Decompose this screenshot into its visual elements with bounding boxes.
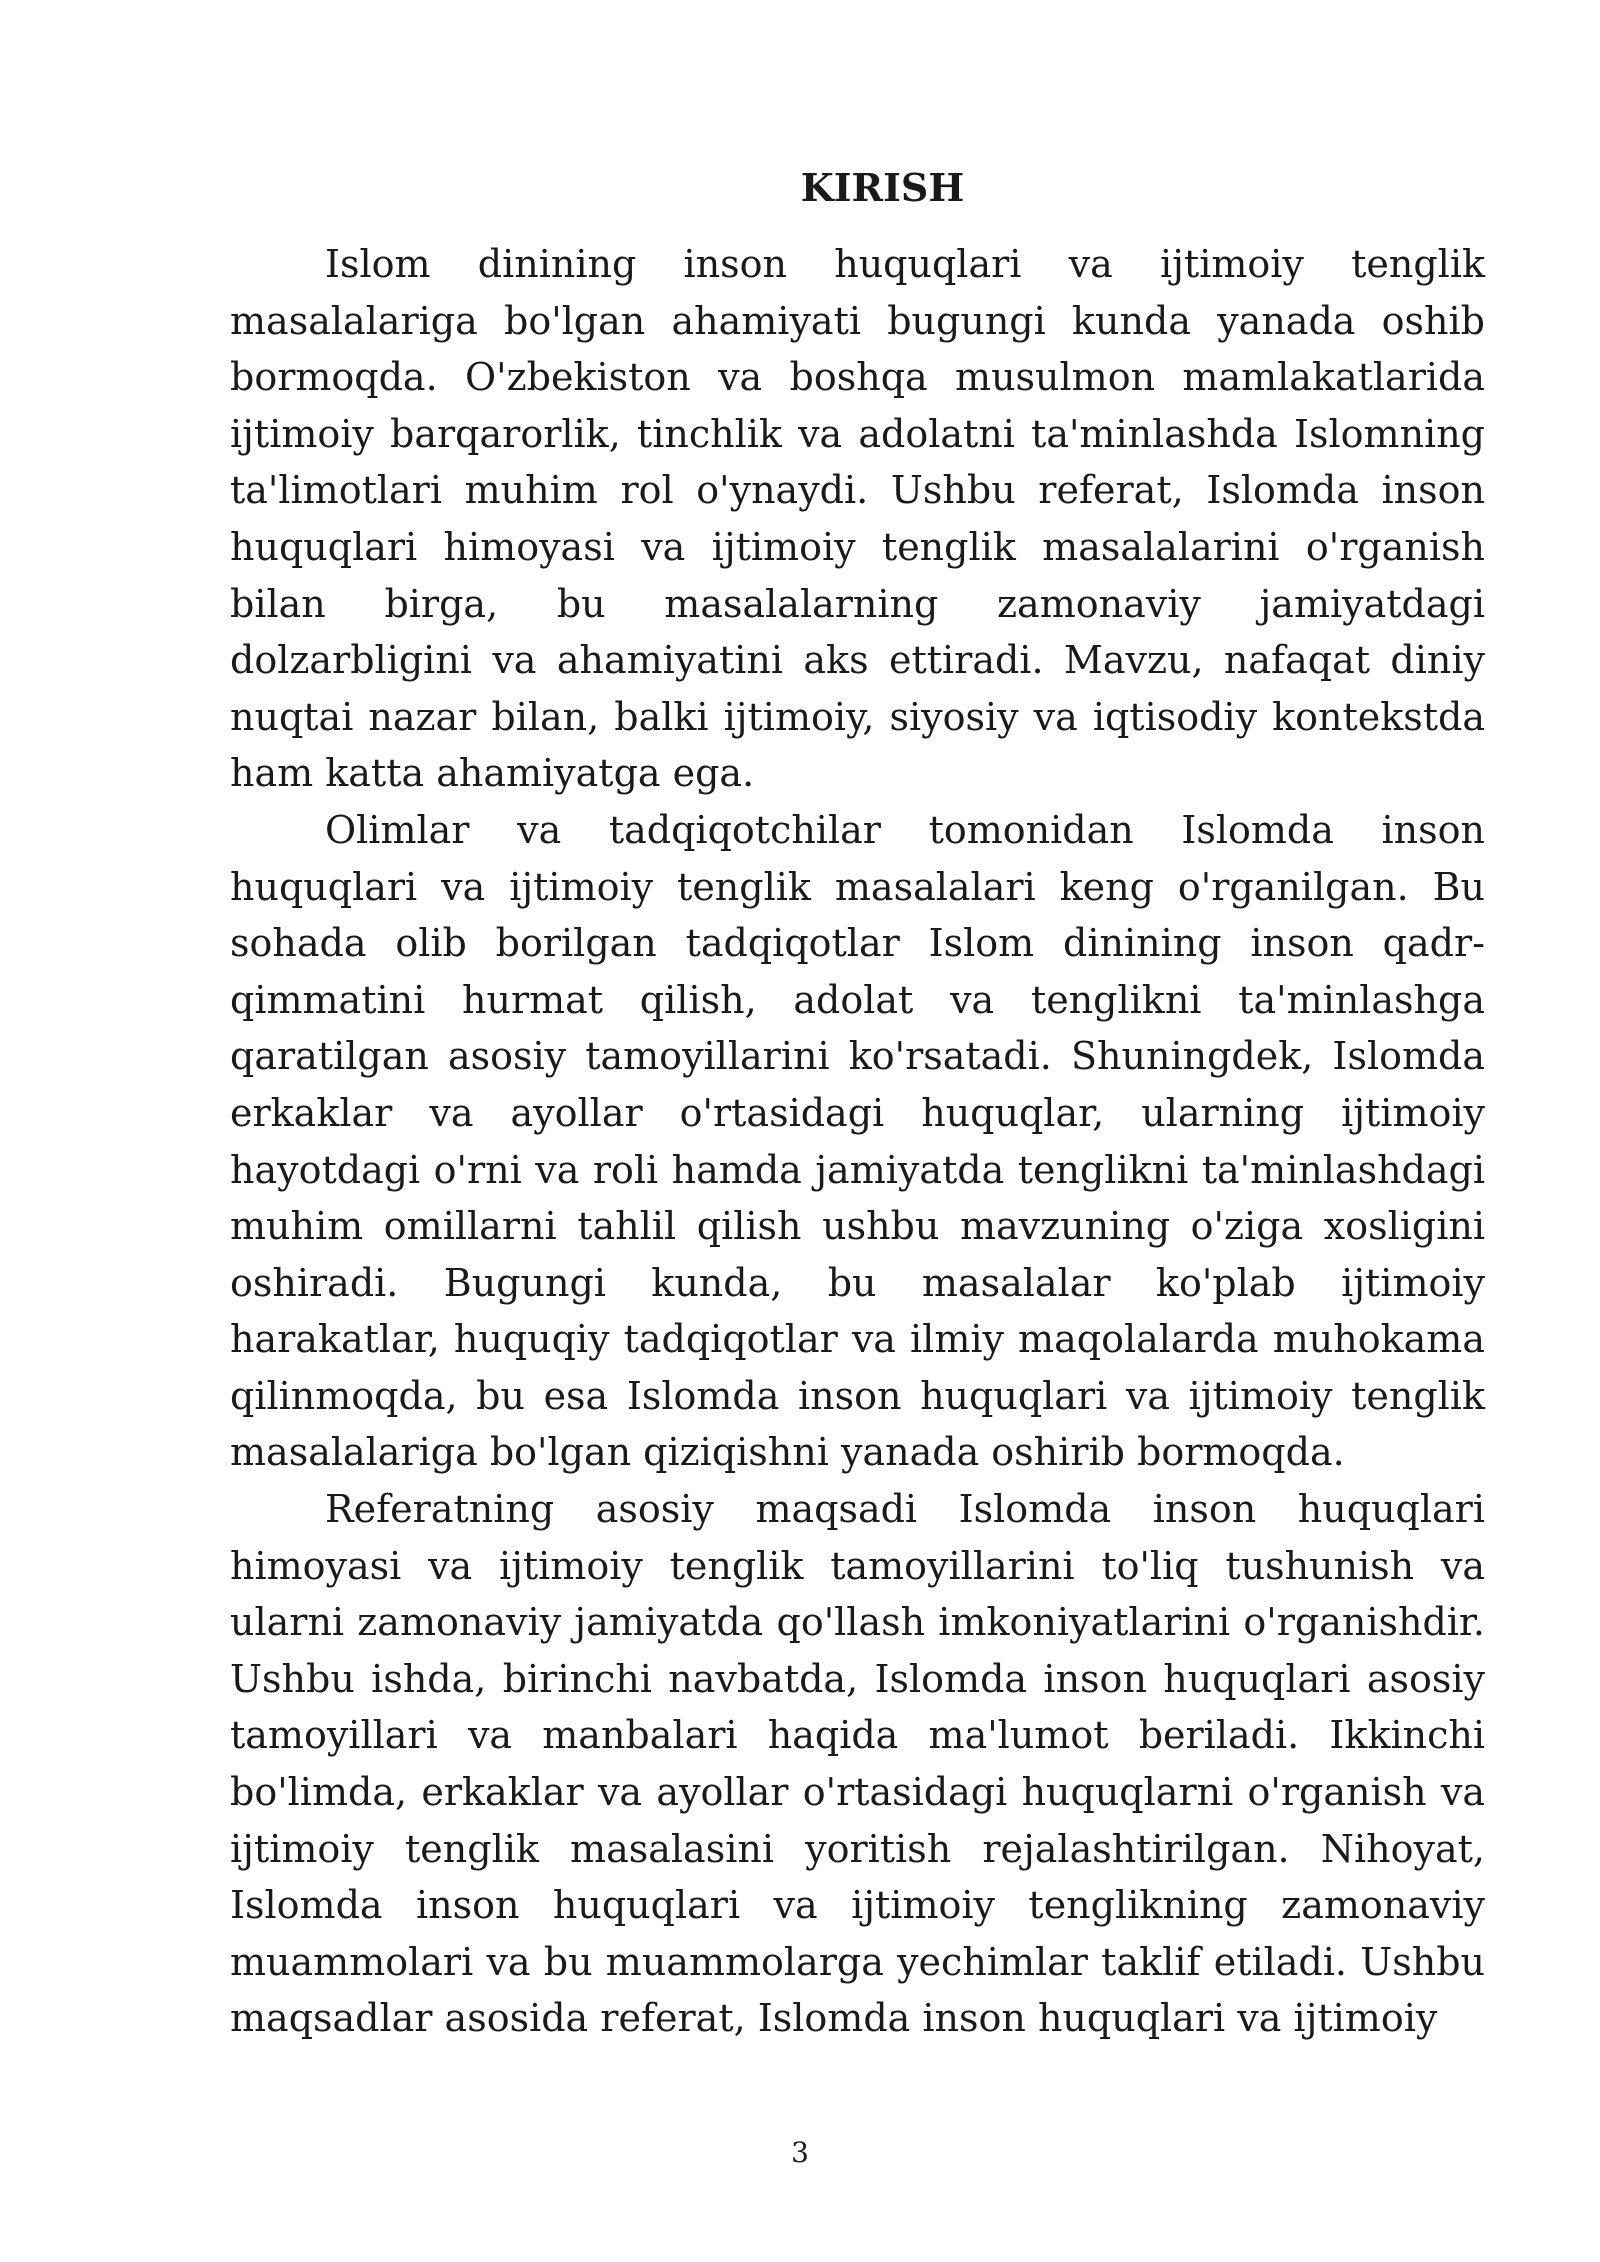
page-body bbox=[230, 160, 1485, 2047]
paragraph-purpose: Referatning asosiy maqsadi Islomda inson huquqlari himoyasi va ijtimoiy tenglik tamoyillarini to'liq tushunish va ularni zamonaviy jamiyatda qo'llash imkoniyatlarini o'rganishdir. Ushbu ishda, birinchi navbatda, Islomda inson huquqlari asosiy tamoyillari va manbalari haqida ma'lumot beriladi. Ikkinchi bo'limda, erkaklar va ayollar o'rtasidagi huquqlarni o'rganish va ijtimoiy tenglik masalasini yoritish rejalashtirilgan. Nihoyat, Islomda inson huquqlari va ijtimoiy tenglikning zamonaviy muammolari va bu muammolarga yechimlar taklif etiladi. Ushbu maqsadlar asosida referat, Islomda inson huquqlari va ijtimoiy bbox=[230, 1487, 1485, 2041]
paragraph-research: Olimlar va tadqiqotchilar tomonidan Islomda inson huquqlari va ijtimoiy tenglik masalalari keng o'rganilgan. Bu sohada olib borilgan tadqiqotlar Islom dinining inson qadr-qimmatini hurmat qilish, adolat va tenglikni ta'minlashga qaratilgan asosiy tamoyillarini ko'rsatadi. Shuningdek, Islomda erkaklar va ayollar o'rtasidagi huquqlar, ularning ijtimoiy hayotdagi o'rni va roli hamda jamiyatda tenglikni ta'minlashdagi muhim omillarni tahlil qilish ushbu mavzuning o'ziga xosligini oshiradi. Bugungi kunda, bu masalalar ko'plab ijtimoiy harakatlar, huquqiy tadqiqotlar va ilmiy maqolalarda muhokama qilinmoqda, bu esa Islomda inson huquqlari va ijtimoiy tenglik masalalariga bo'lgan qiziqishni yanada oshirib bormoqda. bbox=[230, 807, 1485, 1475]
paragraph-intro: Islom dinining inson huquqlari va ijtimoiy tenglik masalalariga bo'lgan ahamiyati bugungi kunda yanada oshib bormoqda. O'zbekiston va boshqa musulmon mamlakatlarida ijtimoiy barqarorlik, tinchlik va adolatni ta'minlashda Islomning ta'limotlari muhim rol o'ynaydi. Ushbu referat, Islomda inson huquqlari himoyasi va ijtimoiy tenglik masalalarini o'rganish bilan birga, bu masalalarning zamonaviy jamiyatdagi dolzarbligini va ahamiyatini aks ettiradi. Mavzu, nafaqat diniy nuqtai nazar bilan, balki ijtimoiy, siyosiy va iqtisodiy kontekstda ham katta ahamiyatga ega. bbox=[230, 242, 1485, 796]
page-number: 3 bbox=[791, 2136, 809, 2169]
section-title: KIRISH bbox=[800, 165, 965, 210]
